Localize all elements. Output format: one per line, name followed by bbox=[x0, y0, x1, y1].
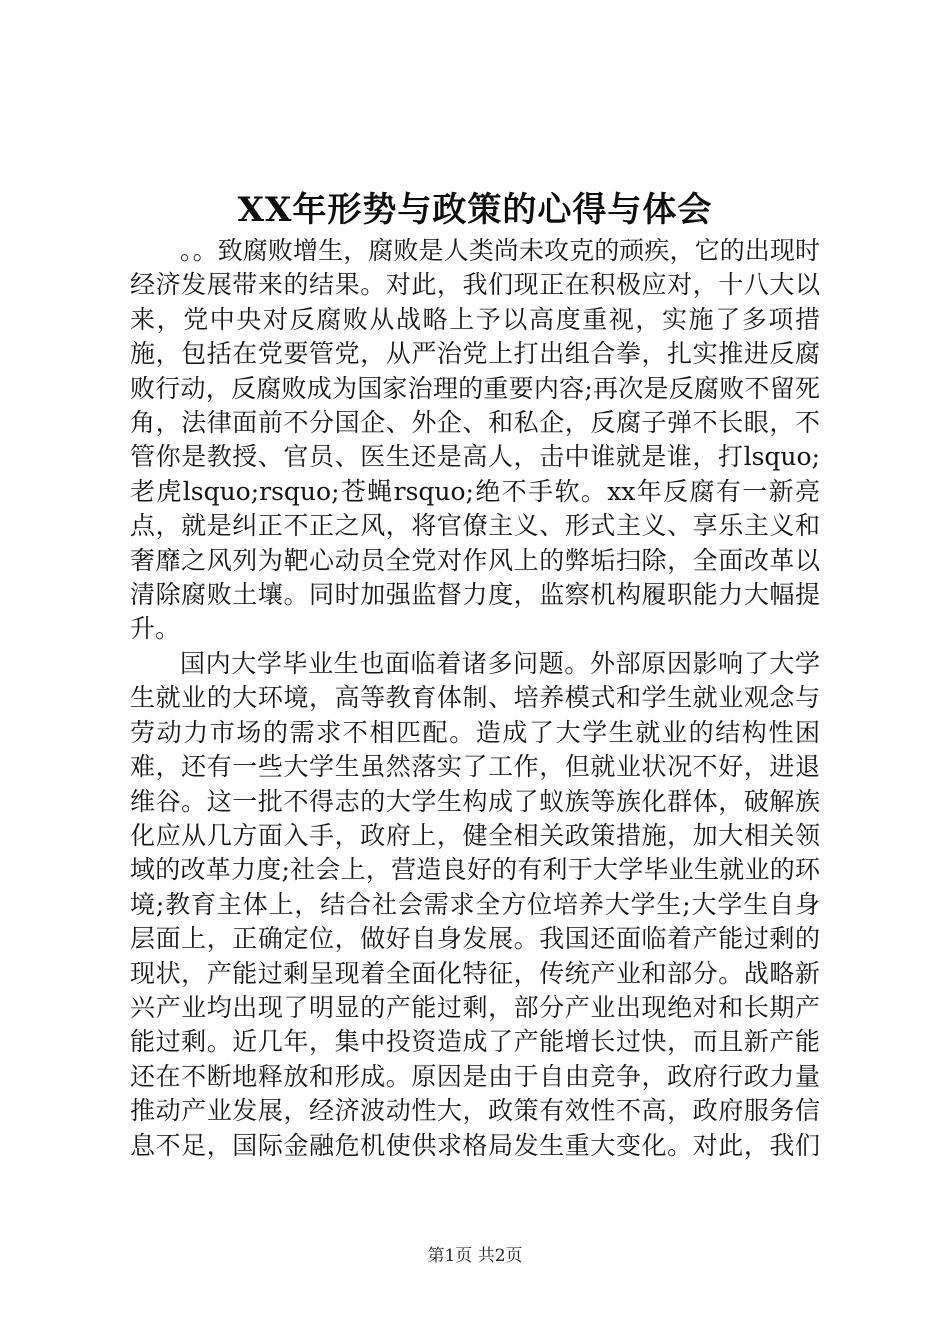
page-footer: 第1页 共2页 bbox=[427, 1246, 523, 1266]
paragraph-anti-corruption: 。。致腐败增生，腐败是人类尚未攻克的顽疾，它的出现时经济发展带来的结果。对此，我们现正在积极应对，十八大以来，党中央对反腐败从战略上予以高度重视，实施了多项措施，包括在党要管党，从严治党上打出组合拳，扎实推进反腐败行动，反腐败成为国家治理的重要内容;再次是反腐败不留死角，法律面前不分国企、外企、和私企，反腐子弹不长眼，不管你是教授、官员、医生还是高人，击中谁就是谁，打lsquo;老虎lsquo;rsquo;苍蝇rsquo;绝不手软。xx年反腐有一新亮点，就是纠正不正之风，将官僚主义、形式主义、享乐主义和奢靡之风列为靶心动员全党对作风上的弊垢扫除，全面改革以清除腐败土壤。同时加强监督力度，监察机构履职能力大幅提升。 bbox=[130, 236, 820, 644]
document-body bbox=[130, 234, 820, 1164]
paragraph-graduate-employment: 国内大学毕业生也面临着诸多问题。外部原因影响了大学生就业的大环境，高等教育体制、培养模式和学生就业观念与劳动力市场的需求不相匹配。造成了大学生就业的结构性困难，还有一些大学生虽然落实了工作，但就业状况不好，进退维谷。这一批不得志的大学生构成了蚁族等族化群体，破解族化应从几方面入手，政府上，健全相关政策措施，加大相关领域的改革力度;社会上，营造良好的有利于大学毕业生就业的环境;教育主体上，结合社会需求全方位培养大学生;大学生自身层面上，正确定位，做好自身发展。我国还面临着产能过剩的现状，产能过剩呈现着全面化特征，传统产业和部分。战略新兴产业均出现了明显的产能过剩，部分产业出现绝对和长期产能过剩。近几年，集中投资造成了产能增长过快，而且新产能还在不断地释放和形成。原因是由于自由竞争，政府行政力量推动产业发展，经济波动性大，政策有效性不高，政府服务信息不足，国际金融危机使供求格局发生重大变化。对此，我们 bbox=[130, 648, 820, 1160]
document-title: XX年形势与政策的心得与体会 bbox=[237, 190, 713, 230]
